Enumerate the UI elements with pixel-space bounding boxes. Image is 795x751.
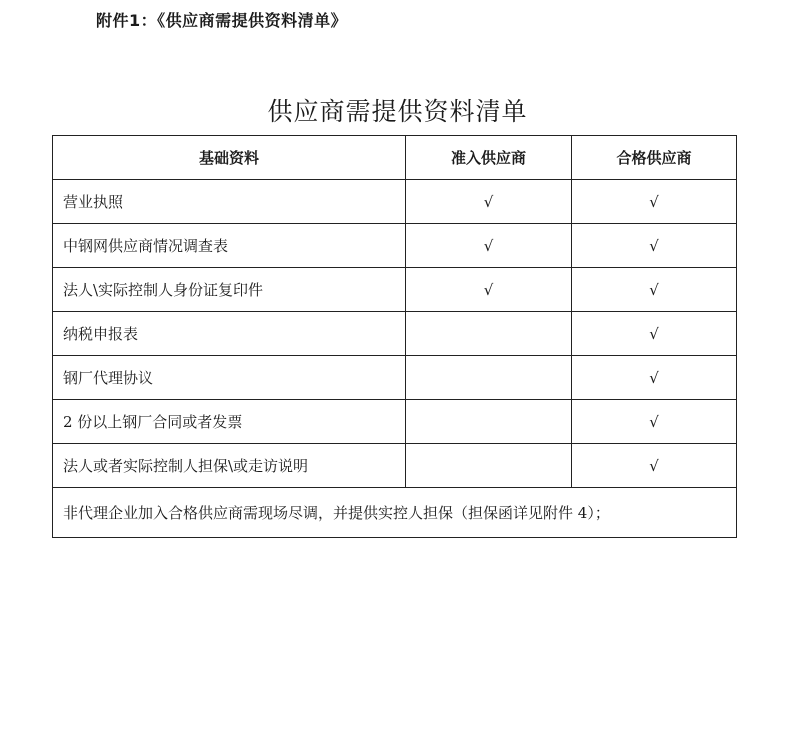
table-note-row (53, 488, 737, 538)
qualified-check: √ (572, 444, 737, 488)
admitted-check: √ (406, 224, 572, 268)
qualified-check: √ (572, 312, 737, 356)
qualified-check: √ (572, 180, 737, 224)
material-name: 纳税申报表 (53, 312, 406, 356)
admitted-check (406, 400, 572, 444)
material-name: 2 份以上钢厂合同或者发票 (53, 400, 406, 444)
table-row (53, 400, 737, 444)
table-row (53, 312, 737, 356)
table-row (53, 356, 737, 400)
admitted-check (406, 356, 572, 400)
material-name: 中钢网供应商情况调查表 (53, 224, 406, 268)
table-row (53, 180, 737, 224)
supplier-materials-table (52, 135, 737, 538)
qualified-check: √ (572, 224, 737, 268)
qualified-check: √ (572, 356, 737, 400)
table-row (53, 224, 737, 268)
table-row (53, 444, 737, 488)
header-qualified-supplier: 合格供应商 (572, 136, 737, 180)
material-name: 营业执照 (53, 180, 406, 224)
material-name: 钢厂代理协议 (53, 356, 406, 400)
material-name: 法人或者实际控制人担保\或走访说明 (53, 444, 406, 488)
admitted-check: √ (406, 180, 572, 224)
table-note: 非代理企业加入合格供应商需现场尽调，并提供实控人担保（担保函详见附件 4）； (53, 488, 737, 538)
header-basic-materials: 基础资料 (53, 136, 406, 180)
header-admitted-supplier: 准入供应商 (406, 136, 572, 180)
attachment-heading: 附件1：《供应商需提供资料清单》 (96, 11, 348, 30)
table-row (53, 268, 737, 312)
qualified-check: √ (572, 400, 737, 444)
admitted-check: √ (406, 268, 572, 312)
qualified-check: √ (572, 268, 737, 312)
admitted-check (406, 444, 572, 488)
material-name: 法人\实际控制人身份证复印件 (53, 268, 406, 312)
admitted-check (406, 312, 572, 356)
document-title: 供应商需提供资料清单 (267, 97, 528, 126)
table-header-row (53, 136, 737, 180)
